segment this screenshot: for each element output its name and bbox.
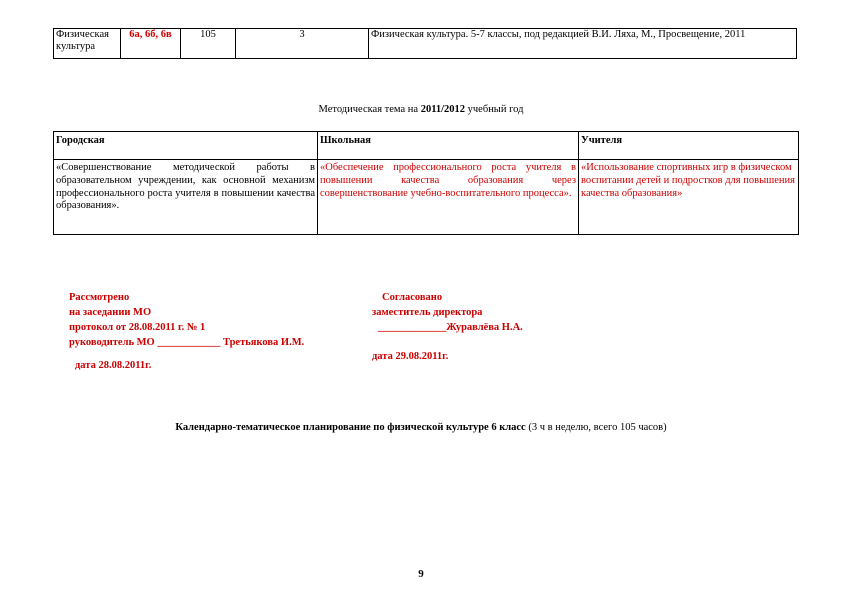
header-city: Городская xyxy=(54,132,318,160)
approval-left-line: руководитель МО ____________ Третьякова И.М. xyxy=(69,337,305,348)
approval-right-line: заместитель директора xyxy=(372,307,483,318)
approval-left-line: Рассмотрено xyxy=(69,292,130,303)
approval-left-line: протокол от 28.08.2011 г. № 1 xyxy=(69,322,206,333)
city-theme-cell: «Совершенствование методической работы в образовательном учреждении, как основной механизм профессионального роста учителя в повышении качества образования». xyxy=(54,160,318,235)
approval-left xyxy=(69,290,304,373)
method-table xyxy=(53,131,799,235)
approval-left-line: на заседании МО xyxy=(69,307,152,318)
hours-cell: 105 xyxy=(181,29,236,59)
approval-left-date: дата 28.08.2011г. xyxy=(75,360,152,371)
method-title xyxy=(0,104,842,115)
approval-right-line: _____________Журавлёва Н.А. xyxy=(378,322,523,333)
textbook-cell: Физическая культура. 5-7 классы, под редакцией В.И. Ляха, М., Просвещение, 2011 xyxy=(369,29,797,59)
calendar-title-bold: Календарно-тематическое планирование по физической культуре 6 класс xyxy=(175,422,526,433)
table-header-row xyxy=(54,132,799,160)
school-theme-cell: «Обеспечение профессионального роста учителя в повышении качества образования через совершенствование учебно-воспитательного процесса». xyxy=(318,160,579,235)
subject-cell: Физическая культура xyxy=(54,29,121,59)
classes-cell: 6а, 6б, 6в xyxy=(121,29,181,59)
calendar-title-normal: (3 ч в неделю, всего 105 часов) xyxy=(525,422,667,433)
textbook-table xyxy=(53,28,797,59)
approval-right-line: Согласовано xyxy=(382,292,443,303)
header-teacher: Учителя xyxy=(579,132,799,160)
per-week-cell: 3 xyxy=(236,29,369,59)
header-school: Школьная xyxy=(318,132,579,160)
approval-right xyxy=(372,290,523,364)
method-title-year: 2011/2012 xyxy=(420,104,466,115)
table-row xyxy=(54,29,797,59)
table-row xyxy=(54,160,799,235)
method-title-suffix: учебный год xyxy=(465,104,524,115)
method-title-prefix: Методическая тема на xyxy=(318,104,421,115)
approval-right-date: дата 29.08.2011г. xyxy=(372,351,449,362)
page-number: 9 xyxy=(418,568,424,580)
calendar-title xyxy=(0,422,842,433)
teacher-theme-cell: «Использование спортивных игр в физическом воспитании детей и подростков для повышения качества образования» xyxy=(579,160,799,235)
